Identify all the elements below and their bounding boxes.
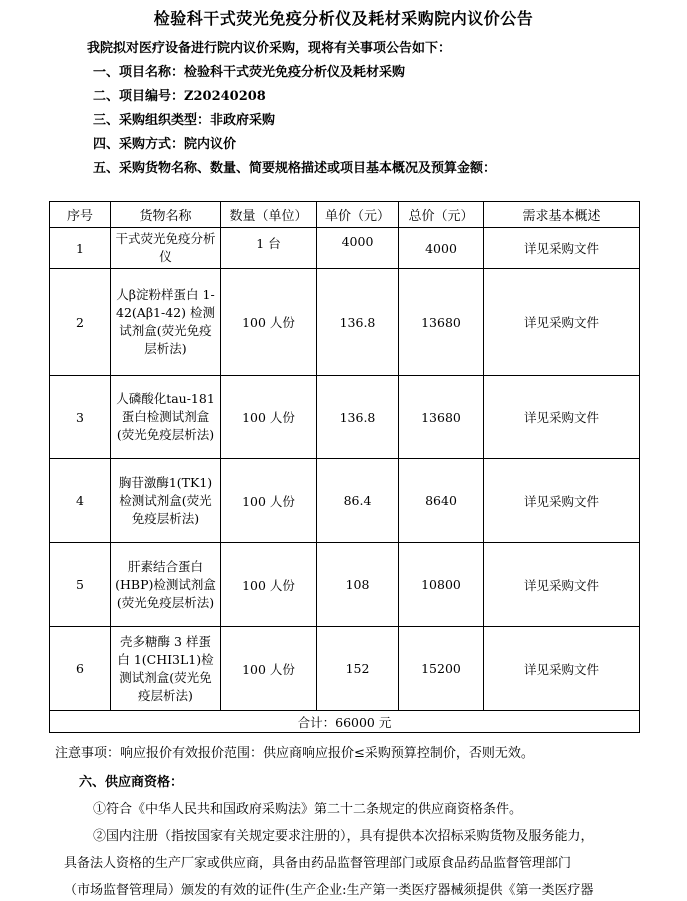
cell-total: 13680 xyxy=(399,376,484,459)
cell-desc: 详见采购文件 xyxy=(484,376,640,459)
cell-price: 4000 xyxy=(317,228,399,269)
header-price: 单价（元） xyxy=(317,202,399,228)
cell-name: 干式荧光免疫分析仪 xyxy=(111,228,221,269)
notice-text: 注意事项：响应报价有效报价范围：供应商响应报价≤采购预算控制价，否则无效。 xyxy=(55,746,534,761)
cell-name: 胸苷激酶1(TK1)检测试剂盒(荧光免疫层析法) xyxy=(111,459,221,543)
cell-price: 152 xyxy=(317,627,399,711)
cell-desc: 详见采购文件 xyxy=(484,627,640,711)
section6-para2-line2: 具备法人资格的生产厂家或供应商，具备由药品监督管理部门或原食品药品监督管理部门 xyxy=(64,856,572,871)
header-qty: 数量（单位） xyxy=(221,202,317,228)
section6-heading: 六、供应商资格： xyxy=(79,775,184,790)
procurement-table xyxy=(49,201,640,733)
cell-desc: 详见采购文件 xyxy=(484,269,640,376)
item-goods-heading: 五、采购货物名称、数量、简要规格描述或项目基本概况及预算金额： xyxy=(93,161,497,176)
header-no: 序号 xyxy=(50,202,111,228)
cell-no: 1 xyxy=(50,228,111,269)
cell-desc: 详见采购文件 xyxy=(484,459,640,543)
table-total-row xyxy=(50,711,640,733)
cell-no: 4 xyxy=(50,459,111,543)
cell-no: 2 xyxy=(50,269,111,376)
table-header-row xyxy=(50,202,640,228)
cell-total: 13680 xyxy=(399,269,484,376)
cell-total: 4000 xyxy=(399,228,484,269)
cell-price: 108 xyxy=(317,543,399,627)
cell-no: 5 xyxy=(50,543,111,627)
cell-price: 136.8 xyxy=(317,269,399,376)
cell-desc: 详见采购文件 xyxy=(484,543,640,627)
cell-name: 壳多糖酶 3 样蛋白 1(CHI3L1)检测试剂盒(荧光免疫层析法) xyxy=(111,627,221,711)
header-name: 货物名称 xyxy=(111,202,221,228)
cell-qty: 100 人份 xyxy=(221,269,317,376)
cell-price: 136.8 xyxy=(317,376,399,459)
total-amount: 合计：66000 元 xyxy=(50,711,640,733)
cell-total: 15200 xyxy=(399,627,484,711)
section6-para1: ①符合《中华人民共和国政府采购法》第二十二条规定的供应商资格条件。 xyxy=(93,802,523,817)
table-row xyxy=(50,543,640,627)
section6-para2-line3: （市场监督管理局）颁发的有效的证件(生产企业:生产第一类医疗器械须提供《第一类医疗器 xyxy=(64,883,594,898)
cell-qty: 100 人份 xyxy=(221,543,317,627)
item-org-type: 三、采购组织类型：非政府采购 xyxy=(93,113,276,128)
cell-name: 人磷酸化tau-181 蛋白检测试剂盒(荧光免疫层析法) xyxy=(111,376,221,459)
table-row xyxy=(50,376,640,459)
table-row xyxy=(50,627,640,711)
cell-qty: 100 人份 xyxy=(221,376,317,459)
cell-no: 3 xyxy=(50,376,111,459)
page-title: 检验科干式荧光免疫分析仪及耗材采购院内议价公告 xyxy=(153,9,534,28)
table-row xyxy=(50,459,640,543)
cell-qty: 100 人份 xyxy=(221,627,317,711)
cell-price: 86.4 xyxy=(317,459,399,543)
cell-qty: 1 台 xyxy=(221,228,317,269)
intro-text: 我院拟对医疗设备进行院内议价采购，现将有关事项公告如下： xyxy=(87,41,452,56)
item-project-number: 二、项目编号：Z20240208 xyxy=(93,89,266,104)
item-project-name: 一、项目名称：检验科干式荧光免疫分析仪及耗材采购 xyxy=(93,65,406,80)
cell-qty: 100 人份 xyxy=(221,459,317,543)
header-total: 总价（元） xyxy=(399,202,484,228)
section6-para2-line1: ②国内注册（指按国家有关规定要求注册的），具有提供本次招标采购货物及服务能力， xyxy=(93,829,594,844)
cell-total: 10800 xyxy=(399,543,484,627)
table-row xyxy=(50,228,640,269)
cell-name: 肝素结合蛋白(HBP)检测试剂盒(荧光免疫层析法) xyxy=(111,543,221,627)
cell-desc: 详见采购文件 xyxy=(484,228,640,269)
table-row xyxy=(50,269,640,376)
cell-total: 8640 xyxy=(399,459,484,543)
cell-name: 人β淀粉样蛋白 1-42(Aβ1-42) 检测试剂盒(荧光免疫层析法) xyxy=(111,269,221,376)
item-procurement-method: 四、采购方式：院内议价 xyxy=(93,137,237,152)
header-desc: 需求基本概述 xyxy=(484,202,640,228)
cell-no: 6 xyxy=(50,627,111,711)
